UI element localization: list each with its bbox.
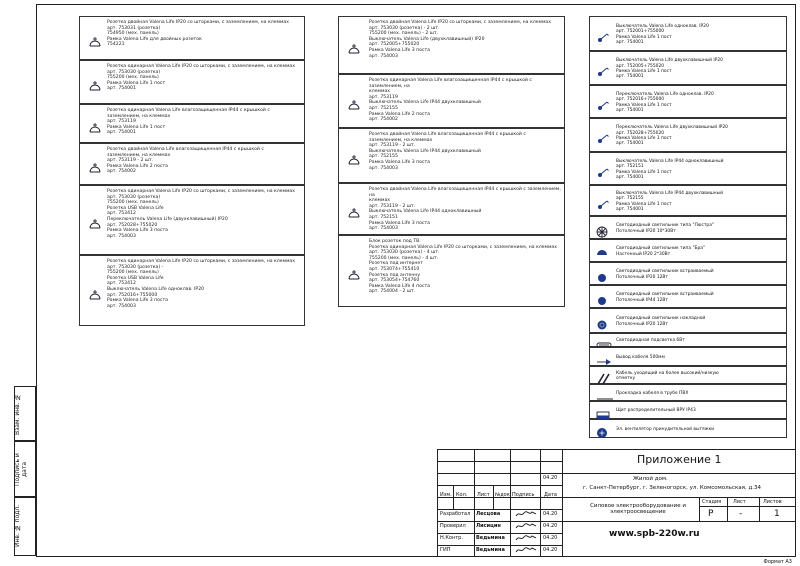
symbol-legend-entry: [589, 118, 787, 152]
title-block: [437, 449, 796, 557]
legend-entry-text: Розетка двойная Valena Life IP20 со шторками, с заземлением, на клеммах арт. 753031 (розетка) 754950 (мех. панель) Рамка Valena Life для двойных розеток 754221: [107, 20, 289, 48]
symbol-legend-entry: [589, 401, 787, 419]
socket-ip44-switch-icon: [346, 96, 362, 115]
switch-single-icon: [596, 29, 610, 41]
legend-entry: [338, 128, 565, 183]
socket-ip44-single-switch-icon: [346, 204, 362, 223]
legend-entry-text: Розетка одинарная Valena Life IP20 со шторками, с заземлением, на клеммах арт. 753030 (розетка) 755200 (мех. панель) Рамка Valena Life 1 пост арт. 754001: [107, 64, 295, 92]
symbol-legend-entry: [589, 347, 787, 366]
panel-icon: [596, 405, 610, 417]
tb-col-header: №док.: [495, 492, 512, 498]
wall-lamp-icon: [596, 246, 610, 258]
tb-person-name: Лесцова: [476, 511, 501, 517]
double-socket-icon: [87, 33, 103, 52]
symbol-legend-entry: [589, 419, 787, 438]
sheet-header: Лист: [733, 499, 746, 505]
tb-col-header: Подпись: [512, 492, 535, 498]
double-socket-ip44-switch-icon: [346, 151, 362, 170]
symbol-legend-entry: [589, 333, 787, 347]
tb-date: 04.20: [543, 475, 558, 481]
tb-role: Разработал: [440, 511, 471, 517]
tb-person-name: Ведьмина: [476, 547, 505, 553]
symbol-legend-text: Выключатель Valena Life IP44 одноклавишный арт. 752151 Рамка Valena Life 1 пост арт. 754001: [616, 158, 724, 180]
symbol-legend-text: Кабель уходящий на более высокий/низкую отметку: [616, 370, 719, 381]
sheets-header: Листов: [763, 499, 782, 505]
recessed-lamp-icon: [596, 269, 610, 281]
switch-ip44-single-icon: [596, 164, 610, 176]
tb-date: 04.20: [543, 547, 558, 553]
tb-col-header: Кол.: [456, 492, 468, 498]
symbol-legend-text: Светодиодный светильник типа "Люстра" Потолочный IP20 10*30Вт: [616, 223, 714, 234]
tb-person-name: Лисицин: [476, 523, 501, 529]
symbol-legend-text: Переключатель Valena Life одноклав. IP20 арт. 752016+755000 Рамка Valena Life 1 пост арт. 754001: [616, 91, 714, 113]
symbol-legend-entry: [589, 152, 787, 185]
sheet-title: Приложение 1: [637, 453, 722, 466]
symbol-legend-text: Светодиодный светильник встраиваемый Потолочный IP20 12Вт: [616, 269, 714, 280]
format-label: Формат А3: [763, 559, 792, 565]
strip-label: Взам. инв. №: [14, 393, 21, 435]
symbol-legend-entry: [589, 239, 787, 262]
tb-date: 04.20: [543, 523, 558, 529]
tb-date: 04.20: [543, 511, 558, 517]
pvc-pipe-icon: [596, 388, 610, 400]
symbol-legend-entry: [589, 51, 787, 85]
recessed-lamp-ip44-icon: [596, 292, 610, 304]
symbol-legend-entry: [589, 366, 787, 384]
symbol-legend-entry: [589, 262, 787, 285]
signature-icon: [515, 546, 537, 556]
strip-label: Инв. № подл.: [14, 504, 21, 548]
symbol-legend-text: Вывод кабеля 500мм: [616, 354, 665, 360]
symbol-legend-text: Переключатель Valena Life двухклавишный IP20 арт. 752028+755020 Рамка Valena Life 1 пост арт. 754001: [616, 125, 728, 147]
changeover-double-icon: [596, 130, 610, 142]
tb-col-header: Дата: [544, 492, 557, 498]
legend-entry: [79, 255, 305, 326]
symbol-legend-text: Выключатель Valena Life одноклав. IP20 арт. 752001+755000 Рамка Valena Life 1 пост арт. 754001: [616, 23, 709, 45]
sheets-value: 1: [774, 509, 780, 519]
object-address: г. Санкт-Петербург, г. Зеленогорск, ул. Комсомольская, д.34: [583, 485, 761, 491]
symbol-legend-entry: [589, 285, 787, 308]
socket-switch-icon: [346, 40, 362, 59]
tb-role: ГИП: [440, 547, 451, 553]
legend-entry-text: Розетка одинарная Valena Life влагозащищенная IP44 с крышкой с заземлением, на клеммах арт. 753119 Выключатель Valena Life IP44 двухклавишный арт. 752155 Рамка Valena Life 2 поста арт. 754002: [369, 78, 532, 123]
legend-entry-text: Розетка двойная Valena Life влагозащищенная IP44 с крышкой с заземлением, на клеммах арт. 753119 - 2 шт. Выключатель Valena Life IP44 двухклавишный арт. 752155 Рамка Valena Life 3 поста арт. 754003: [369, 132, 526, 171]
legend-entry-text: Розетка одинарная Valena Life IP20 со шторками, с заземлением, на клеммах арт. 753030 (розетка) - 755200 (мех. панель) Розетка USB Valena Life арт. 753412 Выключатель Valena Life одноклав. IP20 арт. 752016+755000 Рамка Valena Life 3 поста арт. 754003: [107, 259, 295, 309]
socket-icon: [87, 77, 103, 96]
symbol-legend-text: Выключатель Valena Life IP44 двухклавишный арт. 752155 Рамка Valena Life 1 пост арт. 754001: [616, 190, 723, 212]
tb-person-name: Ведьмина: [476, 535, 505, 541]
legend-entry: [338, 16, 565, 74]
switch-ip44-double-icon: [596, 196, 610, 208]
socket-ip44-icon: [87, 119, 103, 138]
strip-label: Подпись и дата: [14, 453, 28, 487]
legend-entry: [79, 16, 305, 60]
symbol-legend-entry: [589, 384, 787, 401]
sheet-value: -: [739, 509, 743, 519]
symbol-legend-text: Эл. вентилятор принудительной вытяжки: [616, 426, 715, 432]
legend-entry: [338, 183, 565, 235]
symbol-legend-text: Светодиодный светильник встраиваемый Потолочный IP44 12Вт: [616, 292, 714, 303]
legend-entry: [338, 235, 565, 307]
website-link[interactable]: www.spb-220w.ru: [609, 529, 700, 539]
legend-entry-text: Розетка двойная Valena Life IP20 со шторками, с заземлением, на клеммах арт. 753030 (розетка) - 2 шт. 755200 (мех. панель) - 2 шт. Выключатель Valena Life (двухклавишный) IP20 арт. 752005+755020 Рамка Valena Life 3 поста арт. 754003: [369, 20, 551, 59]
legend-entry-text: Розетка двойная Valena Life влагозащищенная IP44 с крышкой с заземлением, на клеммах арт. 753119 - 2 шт. Выключатель Valena Life IP44 одноклавишный арт. 752151 Рамка Valena Life 3 поста арт. 754003: [369, 187, 561, 232]
chandelier-icon: [596, 223, 610, 235]
surface-lamp-icon: [596, 316, 610, 328]
tb-role: Н.Контр.: [440, 535, 463, 541]
symbol-legend-text: Прокладка кабеля в трубе ПВХ: [616, 390, 689, 396]
led-strip-icon: [596, 335, 610, 347]
legend-entry-text: Розетка одинарная Valena Life IP20 со шторками, с заземлением, на клеммах арт. 753030 (розетка) 755200 (мех. панель) Розетка USB Valena Life арт. 753412 Переключатель Valena Life (двухклавишный) IP20 арт. 752028+755020 Рамка Valena Life 3 поста арт. 754003: [107, 189, 295, 239]
symbol-legend-text: Светодиодная подсветка 6Вт: [616, 338, 685, 344]
cable-riser-icon: [596, 370, 610, 382]
legend-entry: [338, 74, 565, 128]
legend-entry: [79, 143, 305, 185]
changeover-switch-icon: [596, 97, 610, 109]
tb-col-header: Лист: [477, 492, 490, 498]
stage-header: Стадия: [702, 499, 722, 505]
symbol-legend-text: Щит распределительный ВРУ IP43: [616, 408, 696, 414]
symbol-legend-entry: [589, 308, 787, 333]
left-stamp-strip: [14, 386, 36, 556]
double-socket-ip44-icon: [87, 159, 103, 178]
symbol-legend-entry: [589, 16, 787, 51]
legend-entry-text: Блок розеток под ТВ. Розетка одинарная Valena Life IP20 со шторками, с заземлением, на клеммах арт. 753030 (розетка) - 4 шт. 755200 (мех. панель) - 4 шт. Розетка под интернет арт. 753074+755410 Розетка под антенну арт. 753054+754760 Рамка Valena Life 4 поста арт. 754004 - 2 шт.: [369, 239, 557, 295]
legend-entry-text: Розетка одинарная Valena Life влагозащищенная IP44 с крышкой с заземлением, на клеммах арт. 753119 Рамка Valena Life 1 пост арт. 754001: [107, 108, 270, 136]
fan-icon: [596, 424, 610, 436]
symbol-legend-text: Выключатель Valena Life двухклавишный IP20 арт. 752005+755020 Рамка Valena Life 1 пост арт. 754001: [616, 58, 723, 80]
symbol-legend-entry: [589, 185, 787, 216]
tb-col-header: Изм.: [440, 492, 452, 498]
socket-block-icon: [87, 286, 103, 305]
legend-entry-text: Розетка двойная Valena Life влагозащищенная IP44 с крышкой с заземлением, на клеммах арт. 753119 - 2 шт. Рамка Valena Life 2 поста арт. 754002: [107, 147, 264, 175]
cable-outlet-icon: [596, 352, 610, 364]
switch-double-icon: [596, 63, 610, 75]
object-name: Жилой дом.: [633, 476, 668, 482]
symbol-legend-entry: [589, 85, 787, 118]
drawing-name: Силовое электрооборудование и электроосвещение: [590, 503, 686, 515]
legend-entry: [79, 60, 305, 104]
tb-date: 04.20: [543, 535, 558, 541]
symbol-legend-text: Светодиодный светильник типа "Бра" Настенный IP20 2*30Вт: [616, 246, 705, 257]
signature-icon: [515, 510, 537, 520]
symbol-legend-text: Светодиодный светильник накладной Потолочный IP20 12Вт: [616, 316, 706, 327]
signature-icon: [515, 534, 537, 544]
symbol-legend-entry: [589, 216, 787, 239]
legend-entry: [79, 185, 305, 255]
tb-role: Проверил: [440, 523, 466, 529]
signature-icon: [515, 522, 537, 532]
tv-block-icon: [346, 266, 362, 285]
legend-entry: [79, 104, 305, 143]
stage-value: Р: [708, 509, 714, 519]
socket-usb-icon: [87, 215, 103, 234]
